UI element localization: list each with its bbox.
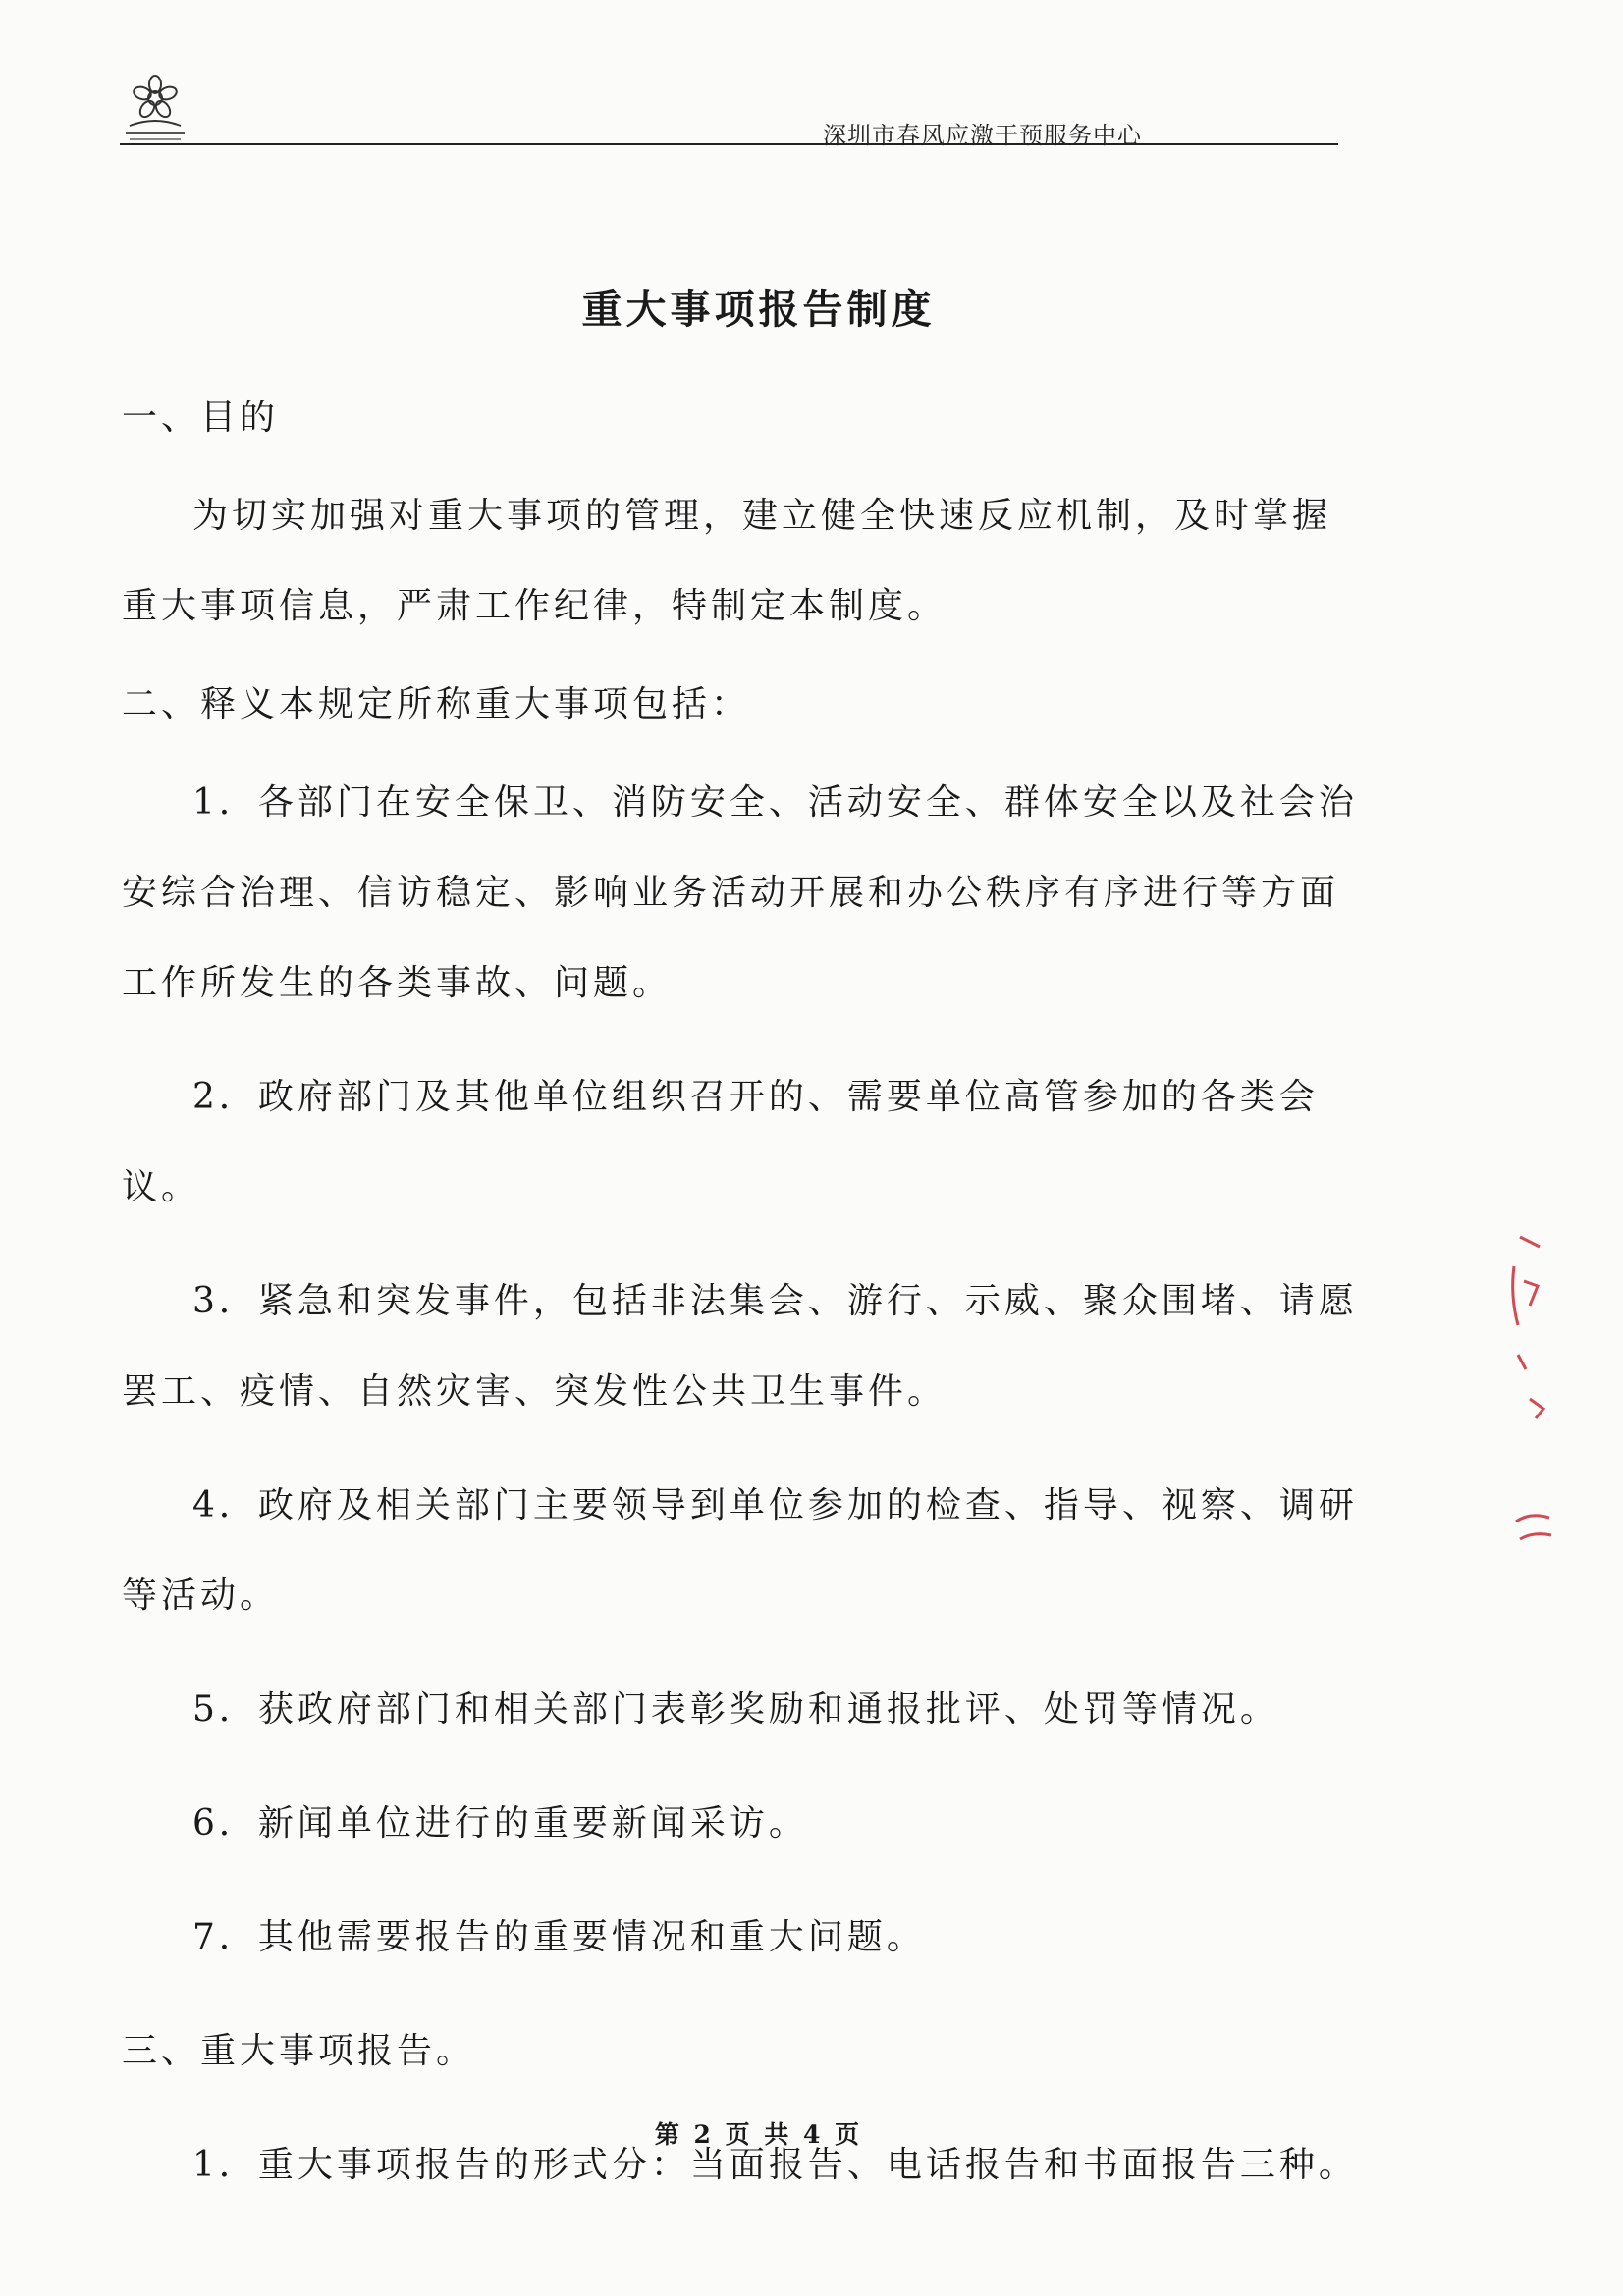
flower-logo-icon — [116, 69, 194, 147]
list-item: 6．新闻单位进行的重要新闻采访。 — [192, 1803, 808, 1843]
list-item: 7．其他需要报告的重要情况和重大问题。 — [192, 1917, 926, 1957]
document-title: 重大事项报告制度 — [581, 286, 936, 333]
header-divider — [120, 143, 1338, 145]
section-heading-reporting: 三、重大事项报告。 — [122, 2031, 476, 2071]
red-seal-edge-icon — [1500, 1227, 1559, 1561]
list-item: 3．紧急和突发事件，包括非法集会、游行、示威、聚众围堵、请愿罢工、疫情、自然灾害、突发性公共卫生事件。 — [122, 1281, 1358, 1412]
paragraph-purpose: 为切实加强对重大事项的管理，建立健全快速反应机制，及时掌握重大事项信息，严肃工作纪律，特制定本制度。 — [122, 496, 1332, 626]
list-item: 5．获政府部门和相关部门表彰奖励和通报批评、处罚等情况。 — [192, 1689, 1279, 1730]
section-heading-definition: 二、释义本规定所称重大事项包括： — [122, 684, 751, 724]
document-body — [122, 373, 1361, 2211]
list-item: 1．各部门在安全保卫、消防安全、活动安全、群体安全以及社会治安综合治理、信访稳定、影响业务活动开展和办公秩序有序进行等方面工作所发生的各类事故、问题。 — [122, 782, 1358, 1003]
page-number: 第 2 页 共 4 页 — [654, 2120, 863, 2149]
list-item: 1．重大事项报告的形式分：当面报告、电话报告和书面报告三种。 — [192, 2145, 1358, 2185]
list-item: 4．政府及相关部门主要领导到单位参加的检查、指导、视察、调研等活动。 — [122, 1485, 1358, 1616]
organization-name: 深圳市春风应激干预服务中心 — [823, 122, 1142, 149]
section-heading-purpose: 一、目的 — [122, 398, 280, 438]
list-item: 2．政府部门及其他单位组织召开的、需要单位高管参加的各类会议。 — [122, 1077, 1319, 1207]
